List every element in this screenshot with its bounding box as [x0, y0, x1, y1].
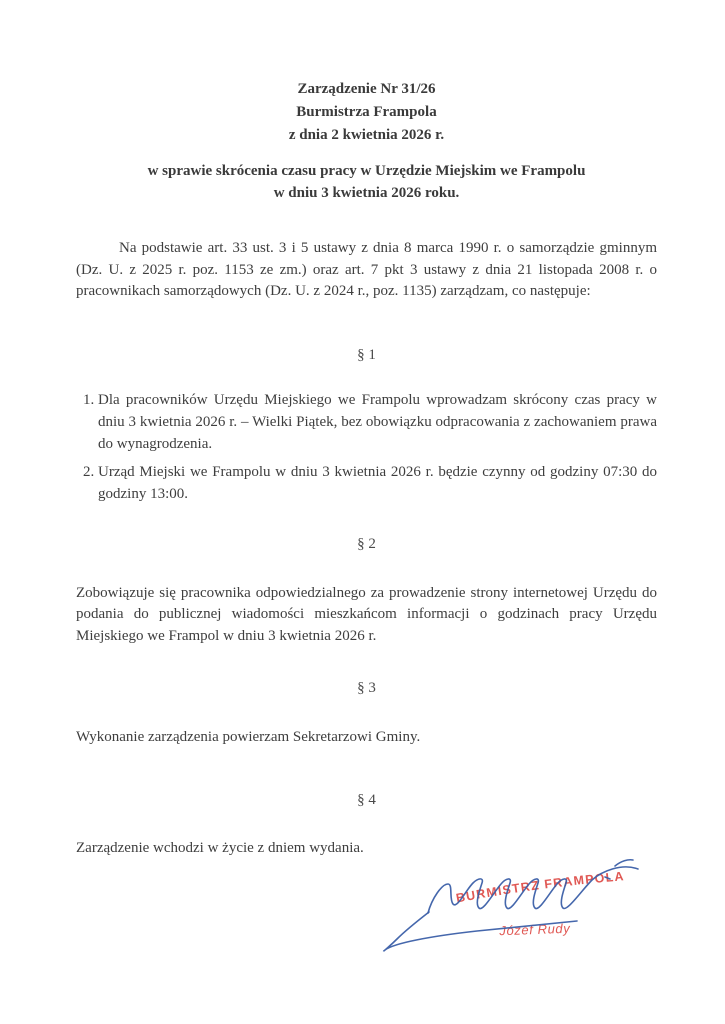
section-4-paragraph: Zarządzenie wchodzi w życie z dniem wydania.: [76, 840, 364, 857]
signature-block: [372, 846, 652, 971]
section-1-heading: § 1: [357, 347, 376, 364]
provision-item-1: 1. Dla pracowników Urzędu Miejskiego we Frampolu wprowadzam skrócony czas pracy w dniu 3 kwietnia 2026 r. – Wielki Piątek, bez obowiązku odpracowania z zachowaniem prawa do wynagrodzenia.: [98, 390, 657, 455]
mayor-signature-svg: [372, 846, 652, 971]
ordinance-subject: [76, 160, 657, 204]
section-4-heading: § 4: [357, 792, 376, 809]
subject-line-1: w sprawie skrócenia czasu pracy w Urzędzie Miejskim we Frampolu: [147, 163, 586, 179]
section-3-heading: § 3: [357, 679, 376, 696]
stamp-name-text: Józef Rudy: [499, 920, 571, 939]
title-line-issuer: Burmistrza Frampola: [296, 104, 437, 120]
preamble-paragraph: Na podstawie art. 33 ust. 3 i 5 ustawy z dnia 8 marca 1990 r. o samorządzie gminnym (Dz. U. z 2025 r. poz. 1153 ze zm.) oraz art. 7 pkt 3 ustawy z dnia 21 listopada 2008 r. o pracownikach samorządowych (Dz. U. z 2024 r., poz. 1135) zarządzam, co następuje:: [76, 240, 657, 300]
ordinance-title: [76, 78, 657, 147]
section-2-heading: § 2: [357, 535, 376, 552]
section-2-paragraph: Zobowiązuje się pracownika odpowiedzialnego za prowadzenie strony internetowej Urzędu do podania do publicznej wiadomości mieszkańcom informacji o godzinach pracy Urzędu Miejskiego we Frampol w dniu 3 kwietnia 2026 r.: [76, 584, 657, 645]
signature-ink-dash: [615, 860, 633, 866]
stamp-title-textpath: BURMISTRZ FRAMPOLA: [454, 869, 626, 906]
section-3-paragraph: Wykonanie zarządzenia powierzam Sekretarzowi Gminy.: [76, 728, 421, 745]
provision-item-2: 2. Urząd Miejski we Frampolu w dniu 3 kwietnia 2026 r. będzie czynny od godziny 07:30 do godziny 13:00.: [98, 462, 657, 505]
subject-line-2: w dniu 3 kwietnia 2026 roku.: [273, 185, 460, 201]
title-line-number: Zarządzenie Nr 31/26: [297, 81, 436, 97]
title-line-date: z dnia 2 kwietnia 2026 r.: [288, 127, 445, 143]
provisions-list: [69, 390, 657, 506]
